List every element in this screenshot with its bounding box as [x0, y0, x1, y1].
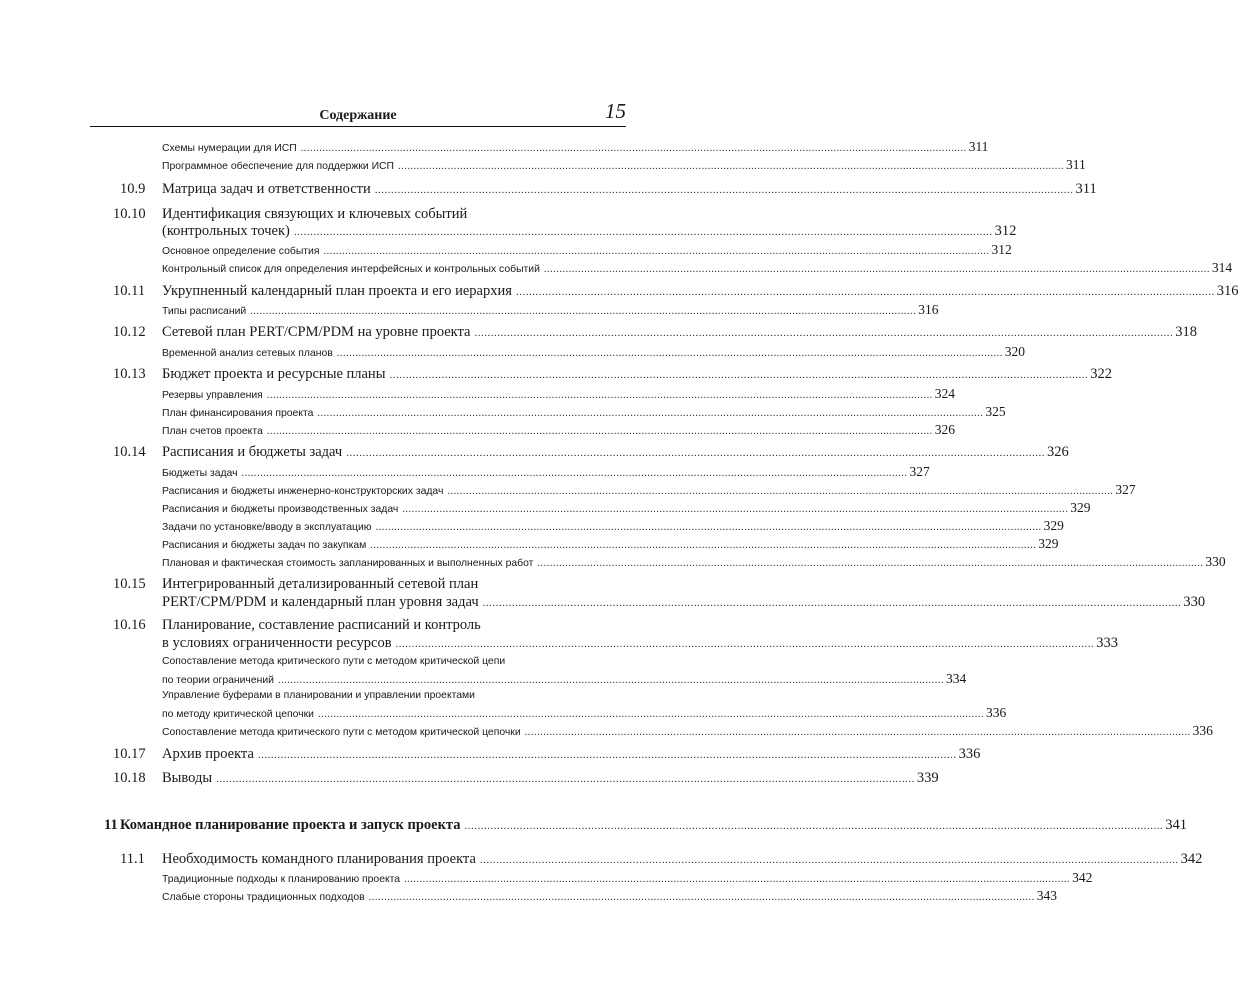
dot-leader: .......................................................................................................................................................................................................................	[375, 522, 1042, 533]
toc-entry-page: 316	[918, 302, 939, 317]
dot-leader: .......................................................................................................................................................................................................................	[257, 749, 957, 761]
toc-chapter-title: Командное планирование проекта и запуск проекта	[120, 817, 461, 833]
toc-section-page: 333	[1096, 635, 1119, 651]
toc-entry-title: План счетов проекта	[162, 426, 263, 437]
toc-entry-title: Бюджеты задач	[162, 468, 238, 479]
toc-entry-page: 336	[1192, 723, 1213, 738]
toc-entry-title: План финансирования проекта	[162, 408, 314, 419]
dot-leader: .......................................................................................................................................................................................................................	[300, 143, 967, 154]
toc-entry-page: 311	[1066, 157, 1086, 172]
toc-entry-page: 330	[1205, 554, 1226, 569]
dot-leader: .......................................................................................................................................................................................................................	[404, 874, 1071, 885]
dot-leader: .......................................................................................................................................................................................................................	[543, 264, 1210, 275]
toc-section-title-line2: PERT/CPM/PDM и календарный план уровня задач	[162, 594, 479, 610]
toc-section-number: 10.18	[113, 770, 146, 786]
dot-leader: .......................................................................................................................................................................................................................	[317, 709, 984, 720]
dot-leader: .......................................................................................................................................................................................................................	[537, 558, 1204, 569]
toc-entry-title-line2: по методу критической цепочки	[162, 709, 314, 720]
toc-entry-page: 343	[1036, 888, 1057, 903]
toc-entry-page: 325	[985, 404, 1006, 419]
toc-section-number: 10.9	[120, 181, 146, 197]
toc-entry-title: Плановая и фактическая стоимость запланированных и выполненных работ	[162, 558, 534, 569]
dot-leader: .......................................................................................................................................................................................................................	[447, 486, 1114, 497]
toc-section-number: 10.13	[113, 366, 146, 382]
toc-entry-title: Слабые стороны традиционных подходов	[162, 892, 365, 903]
toc-section-number: 10.12	[113, 324, 146, 340]
toc-entry-title: Контрольный список для определения интерфейсных и контрольных событий	[162, 264, 540, 275]
dot-leader: .......................................................................................................................................................................................................................	[336, 348, 1003, 359]
toc-section-page: 336	[958, 746, 981, 762]
toc-entry-page: 327	[1115, 482, 1136, 497]
toc-entry-page: 312	[991, 242, 1012, 257]
toc-entry-page: 342	[1072, 870, 1093, 885]
toc-section-number: 10.15	[113, 576, 146, 592]
dot-leader: .......................................................................................................................................................................................................................	[479, 854, 1179, 866]
dot-leader: .......................................................................................................................................................................................................................	[266, 426, 933, 437]
toc-section-number: 10.17	[113, 746, 146, 762]
dot-leader: .......................................................................................................................................................................................................................	[293, 226, 993, 238]
dot-leader: .......................................................................................................................................................................................................................	[389, 369, 1089, 381]
toc-entry-title: Задачи по установке/вводу в эксплуатацию	[162, 522, 372, 533]
toc-entry-title: Расписания и бюджеты задач по закупкам	[162, 540, 367, 551]
toc-section-title: Укрупненный календарный план проекта и его иерархия	[162, 283, 512, 299]
toc-entry-title-line1: Управление буферами в планировании и управлении проектами	[162, 690, 475, 701]
dot-leader: .......................................................................................................................................................................................................................	[266, 390, 933, 401]
toc-section-number: 10.16	[113, 617, 146, 633]
toc-section-page: 318	[1175, 324, 1197, 340]
toc-entry-page: 334	[945, 671, 967, 686]
toc-section-title: Архив проекта	[162, 746, 254, 762]
toc-section-number: 10.14	[113, 444, 146, 460]
dot-leader: .......................................................................................................................................................................................................................	[374, 184, 1074, 196]
toc-entry-title: Традиционные подходы к планированию проекта	[162, 874, 401, 885]
toc-section-page: 326	[1046, 444, 1069, 460]
toc-section-title-line1: Планирование, составление расписаний и контроль	[162, 617, 481, 633]
dot-leader: .......................................................................................................................................................................................................................	[524, 727, 1191, 738]
toc-section-title-line2: в условиях ограниченности ресурсов	[162, 635, 392, 651]
toc-entry-title: Резервы управления	[162, 390, 263, 401]
toc-section-number: 10.11	[113, 283, 146, 299]
toc-section-title-line1: Интегрированный детализированный сетевой план	[162, 576, 479, 592]
toc-entry-page: 329	[1043, 518, 1064, 533]
dot-leader: .......................................................................................................................................................................................................................	[474, 327, 1174, 339]
dot-leader: .......................................................................................................................................................................................................................	[515, 286, 1215, 298]
toc-section-title: Выводы	[162, 770, 213, 786]
header-rule	[90, 126, 626, 127]
dot-leader: .......................................................................................................................................................................................................................	[398, 161, 1065, 172]
toc-section-page: 322	[1090, 366, 1112, 382]
dot-leader: .......................................................................................................................................................................................................................	[323, 246, 990, 257]
toc-section-title: Сетевой план PERT/CPM/PDM на уровне проекта	[162, 324, 471, 340]
dot-leader: .......................................................................................................................................................................................................................	[250, 306, 917, 317]
toc-entry-title-line2: по теории ограничений	[162, 675, 274, 686]
toc-entry-page: 314	[1211, 260, 1233, 275]
toc-entry-title: Программное обеспечение для поддержки ИСП	[162, 161, 395, 172]
header-page-number: 15	[605, 99, 626, 123]
toc-chapter-page: 341	[1165, 817, 1187, 833]
toc-entry-title-line1: Сопоставление метода критического пути с методом критической цепи	[162, 656, 506, 667]
toc-entry-page: 329	[1070, 500, 1091, 515]
dot-leader: .......................................................................................................................................................................................................................	[402, 504, 1069, 515]
toc-entry-title: Сопоставление метода критического пути с методом критической цепочки	[162, 727, 521, 738]
toc-section-title: Расписания и бюджеты задач	[162, 444, 343, 460]
toc-section-page: 339	[916, 770, 939, 786]
toc-section-number: 10.10	[113, 206, 146, 222]
toc-section-page: 316	[1216, 283, 1238, 299]
toc-entry-page: 327	[909, 464, 930, 479]
dot-leader: .......................................................................................................................................................................................................................	[482, 597, 1182, 609]
dot-leader: .......................................................................................................................................................................................................................	[346, 447, 1045, 459]
toc-entry-title: Основное определение события	[162, 246, 320, 257]
toc-section-page: 312	[994, 223, 1017, 239]
toc-chapter-number: 11	[104, 817, 118, 833]
toc-entry-title: Расписания и бюджеты инженерно-конструкторских задач	[162, 486, 444, 497]
toc-entry-page: 326	[934, 422, 955, 437]
running-header	[90, 98, 626, 126]
dot-leader: .......................................................................................................................................................................................................................	[368, 892, 1035, 903]
toc-section-title: Матрица задач и ответственности	[162, 181, 371, 197]
toc-entry-page: 320	[1004, 344, 1026, 359]
dot-leader: .......................................................................................................................................................................................................................	[317, 408, 984, 419]
toc-entry-page: 311	[968, 139, 989, 154]
dot-leader: .......................................................................................................................................................................................................................	[216, 773, 915, 785]
toc-entry-title: Типы расписаний	[162, 306, 247, 317]
toc-section-title: Необходимость командного планирования проекта	[162, 851, 476, 867]
toc-entry-title: Расписания и бюджеты производственных задач	[162, 504, 399, 515]
toc-section-page: 311	[1075, 181, 1097, 197]
toc-entry-page: 336	[985, 705, 1007, 720]
header-title: Содержание	[319, 108, 397, 123]
toc-section-page: 330	[1183, 594, 1206, 610]
toc-section-title-line2: (контрольных точек)	[162, 223, 290, 239]
dot-leader: .......................................................................................................................................................................................................................	[241, 468, 908, 479]
toc-section-page: 342	[1180, 851, 1203, 867]
toc-entry-page: 324	[934, 386, 956, 401]
toc-section-number: 11.1	[120, 851, 145, 867]
dot-leader: .......................................................................................................................................................................................................................	[464, 820, 1164, 832]
toc-section-title-line1: Идентификация связующих и ключевых событий	[162, 206, 468, 222]
dot-leader: .......................................................................................................................................................................................................................	[370, 540, 1037, 551]
toc-entry-title: Временной анализ сетевых планов	[162, 348, 333, 359]
dot-leader: .......................................................................................................................................................................................................................	[277, 675, 944, 686]
toc-section-title: Бюджет проекта и ресурсные планы	[162, 366, 386, 382]
toc-entry-title: Схемы нумерации для ИСП	[162, 143, 297, 154]
toc-entry-page: 329	[1038, 536, 1059, 551]
dot-leader: .......................................................................................................................................................................................................................	[395, 638, 1095, 650]
